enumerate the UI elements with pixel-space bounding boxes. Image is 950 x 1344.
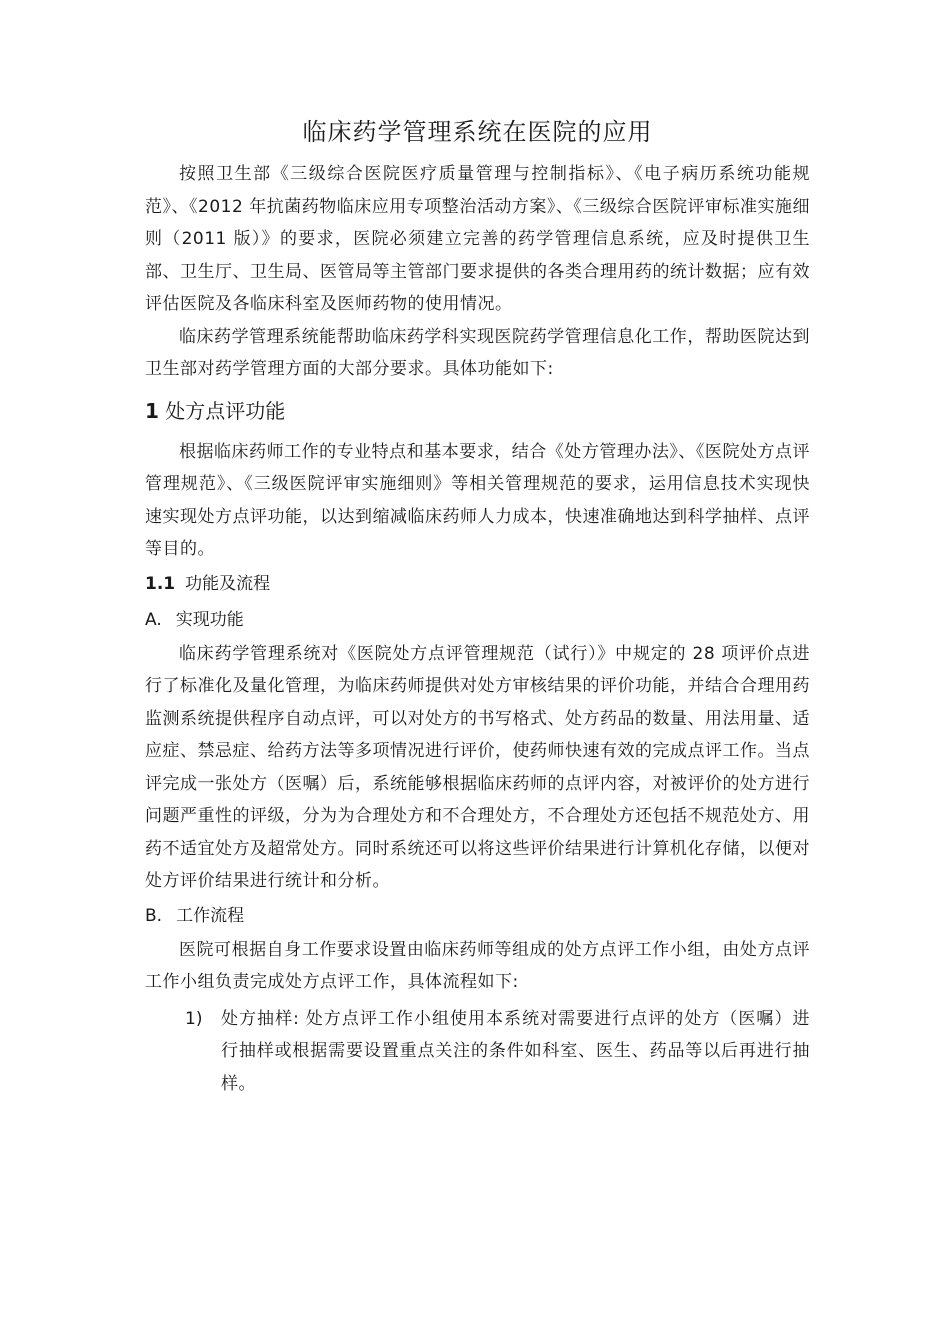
section-a-title: 实现功能: [175, 609, 244, 630]
section-a-heading: [145, 602, 810, 638]
document-page: [145, 108, 810, 1100]
section-1-1-number: 1.1: [145, 573, 176, 594]
section-1-number: 1: [145, 398, 159, 423]
section-b-number: B.: [145, 905, 163, 926]
section-b-heading: [145, 898, 810, 934]
section-a-paragraph: 临床药学管理系统对《医院处方点评管理规范（试行）》中规定的 28 项评价点进行了标准化及量化管理，为临床药师提供对处方审核结果的评价功能，并结合合理用药监测系统提供程序自动点评，可以对处方的书写格式、处方药品的数量、用法用量、适应症、禁忌症、给药方法等多项情况进行评价，使药师快速有效的完成点评工作。当点评完成一张处方（医嘱）后，系统能够根据临床药师的点评内容，对被评价的处方进行问题严重性的评级，分为为合理处方和不合理处方，不合理处方还包括不规范处方、用药不适宜处方及超常处方。同时系统还可以将这些评价结果进行计算机化存储，以便对处方评价结果进行统计和分析。: [145, 643, 810, 891]
list-item-marker: 1): [185, 1008, 203, 1029]
section-b-title: 工作流程: [176, 905, 245, 926]
document-title: 临床药学管理系统在医院的应用: [302, 118, 653, 146]
list-item: [145, 1003, 810, 1101]
intro-paragraph-2: 临床药学管理系统能帮助临床药学科实现医院药学管理信息化工作，帮助医院达到卫生部对药学管理方面的大部分要求。具体功能如下:: [145, 326, 810, 379]
section-b-paragraph: 医院可根据自身工作要求设置由临床药师等组成的处方点评工作小组，由处方点评工作小组负责完成处方点评工作，具体流程如下:: [145, 939, 810, 992]
section-1-1-heading: [145, 566, 810, 602]
intro-paragraph-1: 按照卫生部《三级综合医院医疗质量管理与控制指标》、《电子病历系统功能规范》、《2012 年抗菌药物临床应用专项整治活动方案》、《三级综合医院评审标准实施细则（2011 版）》的要求，医院必须建立完善的药学管理信息系统，应及时提供卫生部、卫生厅、卫生局、医管局等主管部门要求提供的各类合理用药的统计数据；应有效评估医院及各临床科室及医师药物的使用情况。: [145, 164, 810, 314]
list-item-text: 处方抽样: 处方点评工作小组使用本系统对需要进行点评的处方（医嘱）进行抽样或根据需要设置重点关注的条件如科室、医生、药品等以后再进行抽样。: [221, 1008, 810, 1094]
section-1-title: 处方点评功能: [165, 398, 286, 423]
section-1-heading: [145, 388, 810, 434]
section-1-1-title: 功能及流程: [185, 573, 271, 594]
section-1-paragraph: 根据临床药师工作的专业特点和基本要求，结合《处方管理办法》、《医院处方点评管理规范》、《三级医院评审实施细则》等相关管理规范的要求，运用信息技术实现快速实现处方点评功能，以达到缩减临床药师人力成本，快速准确地达到科学抽样、点评等目的。: [145, 441, 810, 559]
section-a-number: A.: [145, 609, 162, 630]
